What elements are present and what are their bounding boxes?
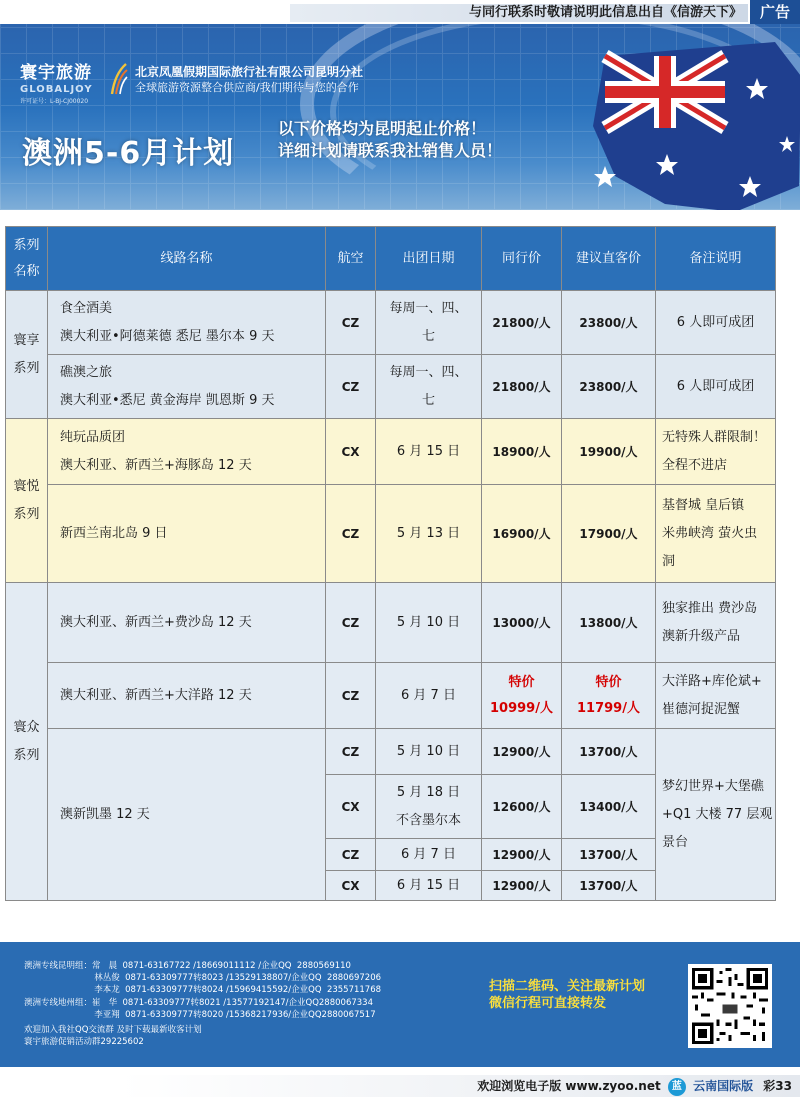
- contact-line: 欢迎加入我社QQ交流群 及时下载最新收客计划: [24, 1025, 202, 1036]
- route-cell: 食全酒美 澳大利亚•阿德莱德 悉尼 墨尔本 9 天: [48, 291, 326, 355]
- airline-cell: CX: [326, 419, 376, 485]
- special-label: 特价: [508, 674, 535, 690]
- trade-price-cell: 12600/人: [482, 775, 562, 839]
- union-jack-icon: [605, 56, 725, 128]
- special-retail-price: 11799/人: [577, 700, 640, 716]
- retail-price-cell: 23800/人: [562, 355, 656, 419]
- table-row: [6, 355, 776, 419]
- col-retail-price: 建议直客价: [562, 227, 656, 291]
- airline-cell: CX: [326, 871, 376, 901]
- col-series: 系列 名称: [6, 227, 48, 291]
- date-cell: 6 月 7 日: [376, 663, 482, 729]
- trade-price-cell: 18900/人: [482, 419, 562, 485]
- contact-list: [24, 960, 381, 1048]
- note-cell: 大洋路+库伦斌+ 崔德河捉泥蟹: [656, 663, 776, 729]
- col-route: 线路名称: [48, 227, 326, 291]
- retail-price-cell: 17900/人: [562, 485, 656, 583]
- ad-label: 广告: [750, 0, 800, 24]
- table-row: [6, 485, 776, 583]
- section-name: 云南国际版: [693, 1079, 754, 1093]
- table-row: [6, 291, 776, 355]
- australian-flag-map-icon: [575, 36, 800, 210]
- airline-cell: CZ: [326, 663, 376, 729]
- contact-footer: [0, 942, 800, 1067]
- note-cell: 6 人即可成团: [656, 355, 776, 419]
- header-banner: [0, 24, 800, 210]
- table-row: [6, 663, 776, 729]
- trade-price-cell: [482, 663, 562, 729]
- date-cell: 6 月 7 日: [376, 839, 482, 871]
- table-row: [6, 583, 776, 663]
- browse-text: 欢迎浏览电子版: [477, 1079, 562, 1093]
- route-cell: 澳新凯墨 12 天: [48, 729, 326, 901]
- price-table: [5, 226, 776, 901]
- contact-line: 李亚翔 0871-63309777转8020 /15368217936/企业QQ2880067517: [24, 1009, 376, 1020]
- note-cell: 梦幻世界+大堡礁 +Q1 大楼 77 层观 景台: [656, 729, 776, 901]
- price-notice-line-2: 详细计划请联系我社销售人员！: [278, 141, 503, 160]
- retail-price-cell: 13700/人: [562, 871, 656, 901]
- contact-line: 林丛俊 0871-63309777转8023 /13529138807/企业QQ 2880697206: [24, 973, 382, 984]
- airline-cell: CZ: [326, 729, 376, 775]
- date-cell: 每周一、四、 七: [376, 291, 482, 355]
- retail-price-cell: 13800/人: [562, 583, 656, 663]
- company-info: [135, 64, 363, 95]
- page-title: 澳洲5-6月计划: [22, 136, 235, 171]
- special-label: 特价: [595, 674, 622, 690]
- contact-line: 李本龙 0871-63309777转8024 /15969415592/企业QQ 2355711768: [24, 985, 382, 996]
- series-cell: 寰悦 系列: [6, 419, 48, 583]
- company-name: 北京凤凰假期国际旅行社有限公司昆明分社: [135, 65, 364, 79]
- note-cell: 无特殊人群限制！ 全程不进店: [656, 419, 776, 485]
- trade-price-cell: 12900/人: [482, 729, 562, 775]
- site-link[interactable]: www.zyoo.net: [565, 1079, 661, 1093]
- airline-cell: CX: [326, 775, 376, 839]
- top-bar: [0, 0, 800, 24]
- logo-cn: 寰宇旅游: [20, 63, 92, 83]
- wechat-qr-code[interactable]: [688, 964, 772, 1048]
- retail-price-cell: 13700/人: [562, 729, 656, 775]
- date-cell: 5 月 10 日: [376, 583, 482, 663]
- contact-line: 寰宇旅游促销活动群29225602: [24, 1037, 144, 1048]
- route-cell: 澳大利亚、新西兰+大洋路 12 天: [48, 663, 326, 729]
- retail-price-cell: 13400/人: [562, 775, 656, 839]
- col-trade-price: 同行价: [482, 227, 562, 291]
- contact-line: 澳洲专线地州组：崔 华 0871-63309777转8021 /13577192147/企业QQ2880067334: [24, 997, 373, 1008]
- col-airline: 航空: [326, 227, 376, 291]
- route-cell: 纯玩品质团 澳大利亚、新西兰+海豚岛 12 天: [48, 419, 326, 485]
- price-notice: [278, 118, 502, 162]
- page-bottom-bar: [0, 1067, 800, 1100]
- special-trade-price: 10999/人: [490, 700, 553, 716]
- section-badge-icon: 蓝: [668, 1078, 686, 1096]
- series-cell: 寰享 系列: [6, 291, 48, 419]
- license-number: 许可证号：L-BJ-CJ00020: [20, 98, 89, 105]
- bottom-info: [477, 1075, 792, 1097]
- date-cell: 6 月 15 日: [376, 419, 482, 485]
- retail-price-cell: 13700/人: [562, 839, 656, 871]
- contact-line: 澳洲专线昆明组：常 晨 0871-63167722 /18669011112 /企业QQ 2880569110: [24, 961, 351, 971]
- table-row: [6, 419, 776, 485]
- trade-price-cell: 12900/人: [482, 839, 562, 871]
- route-price-table: [5, 226, 775, 901]
- note-cell: 6 人即可成团: [656, 291, 776, 355]
- retail-price-cell: 23800/人: [562, 291, 656, 355]
- trade-price-cell: 16900/人: [482, 485, 562, 583]
- price-notice-line-1: 以下价格均为昆明起止价格！: [278, 119, 487, 138]
- notice-strip: [290, 4, 748, 22]
- page-number: 彩33: [763, 1079, 792, 1093]
- company-slogan: 全球旅游资源整合供应商/我们期待与您的合作: [135, 81, 359, 94]
- col-notes: 备注说明: [656, 227, 776, 291]
- date-cell: 6 月 15 日: [376, 871, 482, 901]
- retail-price-cell: [562, 663, 656, 729]
- trade-price-cell: 21800/人: [482, 355, 562, 419]
- note-cell: 基督城 皇后镇 米弗峡湾 萤火虫 洞: [656, 485, 776, 583]
- trade-price-cell: 12900/人: [482, 871, 562, 901]
- date-cell: 5 月 13 日: [376, 485, 482, 583]
- source-notice: 与同行联系时敬请说明此信息出自《信游天下》: [468, 5, 742, 20]
- trade-price-cell: 21800/人: [482, 291, 562, 355]
- airline-cell: CZ: [326, 583, 376, 663]
- date-cell: 5 月 10 日: [376, 729, 482, 775]
- airline-cell: CZ: [326, 355, 376, 419]
- route-cell: 礁澳之旅 澳大利亚•悉尼 黄金海岸 凯恩斯 9 天: [48, 355, 326, 419]
- series-cell: 寰众 系列: [6, 583, 48, 901]
- retail-price-cell: 19900/人: [562, 419, 656, 485]
- airline-cell: CZ: [326, 839, 376, 871]
- date-cell: 5 月 18 日 不含墨尔本: [376, 775, 482, 839]
- airline-cell: CZ: [326, 291, 376, 355]
- trade-price-cell: 13000/人: [482, 583, 562, 663]
- table-header-row: [6, 227, 776, 291]
- route-cell: 新西兰南北岛 9 日: [48, 485, 326, 583]
- airline-cell: CZ: [326, 485, 376, 583]
- col-date: 出团日期: [376, 227, 482, 291]
- route-cell: 澳大利亚、新西兰+费沙岛 12 天: [48, 583, 326, 663]
- date-cell: 每周一、四、 七: [376, 355, 482, 419]
- logo-en: GLOBALJOY: [20, 84, 93, 95]
- qr-caption: 扫描二维码、关注最新计划 微信行程可直接转发: [489, 979, 646, 1011]
- table-row: [6, 729, 776, 775]
- note-cell: 独家推出 费沙岛 澳新升级产品: [656, 583, 776, 663]
- logo-swoosh-icon: [110, 62, 128, 96]
- qr-code-icon: [692, 968, 768, 1044]
